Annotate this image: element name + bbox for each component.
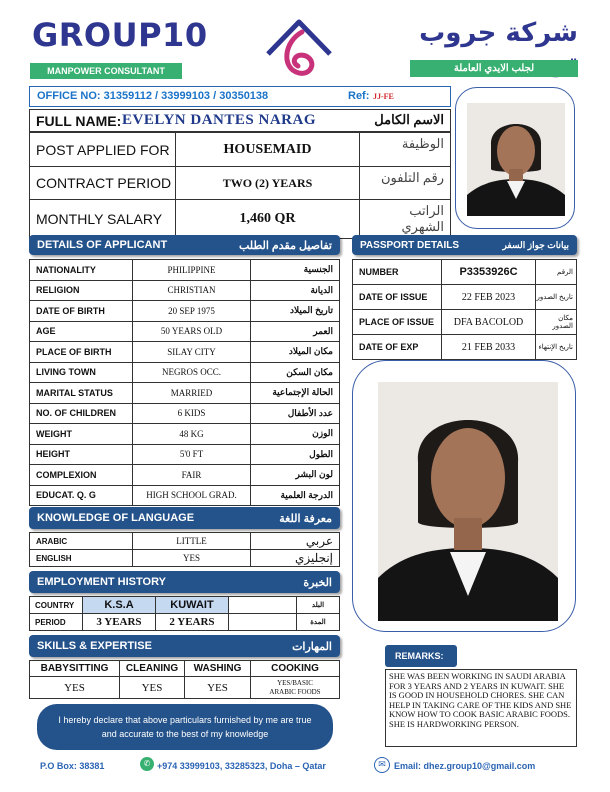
language-title: KNOWLEDGE OF LANGUAGE xyxy=(37,512,195,524)
remarks-header: REMARKS: xyxy=(385,645,457,667)
skill-header: BABYSITTING xyxy=(30,661,120,677)
logo-ar-subtitle: لجلب الايدي العاملة xyxy=(410,60,578,77)
detail-ar: العمر xyxy=(251,321,340,342)
skills-section-header xyxy=(29,635,340,657)
detail-label: RELIGION xyxy=(30,280,133,301)
detail-ar: عدد الأطفال xyxy=(251,403,340,424)
passport-issue-date: 22 FEB 2023 xyxy=(442,285,536,310)
detail-ar: مكان السكن xyxy=(251,362,340,383)
detail-ar: تاريخ الميلاد xyxy=(251,301,340,322)
full-name-row xyxy=(29,109,451,132)
remarks-text: SHE WAS BEEN WORKING IN SAUDI ARABIA FOR 3 YEARS AND 2 YEARS IN KUWAIT. SHE IS GOOD IN HOUSEHOLD CHORES. SHE CAN HELP IN TAKING CARE OF THE KIDS AND SHE KNOW HOW TO COOK BASIC ARABIC FOODS. SHE IS HARDWORKING PERSON. xyxy=(385,669,577,747)
detail-label: HEIGHT xyxy=(30,444,133,465)
skills-table xyxy=(29,660,340,699)
footer-email[interactable]: Email: dhez.group10@gmail.com xyxy=(394,761,536,771)
passport-label: PLACE OF ISSUE xyxy=(353,310,442,335)
skill-header: COOKING xyxy=(251,661,340,677)
logo-en-subtitle: MANPOWER CONSULTANT xyxy=(30,63,182,79)
large-photo-frame xyxy=(352,360,576,632)
detail-ar: مكان الميلاد xyxy=(251,342,340,363)
skill-value: YES/BASIC ARABIC FOODS xyxy=(251,677,340,699)
detail-value: 20 SEP 1975 xyxy=(133,301,251,322)
ref-label: Ref: xyxy=(348,90,370,102)
skill-header: CLEANING xyxy=(120,661,185,677)
full-name-ar: الاسم الكامل xyxy=(374,112,444,127)
job-summary-table xyxy=(29,132,451,239)
small-photo-frame xyxy=(455,87,575,229)
detail-value: 50 YEARS OLD xyxy=(133,321,251,342)
detail-value: FAIR xyxy=(133,465,251,486)
contract-label: CONTRACT PERIOD xyxy=(30,167,176,200)
details-section-header xyxy=(29,235,340,255)
detail-ar: الحالة الإجتماعية xyxy=(251,383,340,404)
company-logo-en: GROUP10 xyxy=(32,16,208,54)
language-section-header xyxy=(29,507,340,529)
office-bar xyxy=(29,86,451,107)
detail-value: SILAY CITY xyxy=(133,342,251,363)
employment-table xyxy=(29,596,340,631)
language-table xyxy=(29,532,340,567)
employment-period-label: PERIOD xyxy=(30,614,83,631)
company-logo-ar: شركة جروب xyxy=(419,18,578,48)
passport-ar: الرقم xyxy=(536,260,577,285)
detail-label: PLACE OF BIRTH xyxy=(30,342,133,363)
detail-ar: الوزن xyxy=(251,424,340,445)
detail-label: LIVING TOWN xyxy=(30,362,133,383)
employment-section-header xyxy=(29,571,340,593)
language-value: YES xyxy=(133,550,251,567)
post-value: HOUSEMAID xyxy=(176,133,360,167)
salary-label: MONTHLY SALARY xyxy=(30,200,176,239)
passport-exp-date: 21 FEB 2033 xyxy=(442,335,536,360)
skill-value: YES xyxy=(30,677,120,699)
passport-label: DATE OF EXP xyxy=(353,335,442,360)
declaration-box: I hereby declare that above particulars furnished by me are true and accurate to the best of my knowledge xyxy=(37,704,333,750)
detail-label: EDUCAT. Q. G xyxy=(30,485,133,506)
passport-issue-place: DFA BACOLOD xyxy=(442,310,536,335)
detail-ar: الدرجة العلمية xyxy=(251,485,340,506)
applicant-photo-small xyxy=(467,103,565,216)
detail-ar: الديانة xyxy=(251,280,340,301)
employment-title-ar: الخبرة xyxy=(303,576,332,589)
detail-value: 48 KG xyxy=(133,424,251,445)
passport-label: NUMBER xyxy=(353,260,442,285)
employment-country: KUWAIT xyxy=(156,597,229,614)
employment-title: EMPLOYMENT HISTORY xyxy=(37,576,166,588)
detail-label: WEIGHT xyxy=(30,424,133,445)
detail-value: 5'0 FT xyxy=(133,444,251,465)
company-emblem-icon xyxy=(262,18,336,82)
contract-ar: رقم التلفون xyxy=(360,167,451,200)
office-numbers: OFFICE NO: 31359112 / 33999103 / 30350138 xyxy=(37,90,269,102)
salary-value: 1,460 QR xyxy=(176,200,360,239)
passport-title-ar: بيانات جواز السفر xyxy=(502,239,569,250)
full-name-value: EVELYN DANTES NARAG xyxy=(122,112,316,128)
details-table xyxy=(29,259,340,506)
detail-label: MARITAL STATUS xyxy=(30,383,133,404)
passport-table xyxy=(352,259,577,360)
detail-label: AGE xyxy=(30,321,133,342)
employment-period: 2 YEARS xyxy=(156,614,229,631)
employment-period xyxy=(229,614,297,631)
detail-value: 6 KIDS xyxy=(133,403,251,424)
passport-label: DATE OF ISSUE xyxy=(353,285,442,310)
language-value: LITTLE xyxy=(133,533,251,550)
language-ar: إنجليزي xyxy=(251,550,340,567)
full-name-label: FULL NAME: xyxy=(36,113,122,129)
detail-value: MARRIED xyxy=(133,383,251,404)
detail-label: COMPLEXION xyxy=(30,465,133,486)
skill-header: WASHING xyxy=(185,661,251,677)
detail-ar: لون البشر xyxy=(251,465,340,486)
passport-number: P3353926C xyxy=(442,260,536,285)
skill-value: YES xyxy=(120,677,185,699)
language-ar: عربي xyxy=(251,533,340,550)
language-label: ENGLISH xyxy=(30,550,133,567)
detail-value: CHRISTIAN xyxy=(133,280,251,301)
employment-country xyxy=(229,597,297,614)
passport-title: PASSPORT DETAILS xyxy=(360,239,460,251)
language-label: ARABIC xyxy=(30,533,133,550)
post-ar: الوظيفة xyxy=(360,133,451,167)
applicant-photo-large xyxy=(378,382,558,621)
detail-label: NATIONALITY xyxy=(30,260,133,281)
contract-value: TWO (2) YEARS xyxy=(176,167,360,200)
employment-country: K.S.A xyxy=(83,597,156,614)
employment-period: 3 YEARS xyxy=(83,614,156,631)
language-title-ar: معرفة اللغة xyxy=(279,512,332,525)
email-icon: ✉ xyxy=(374,757,390,773)
header xyxy=(0,0,610,84)
employment-country-ar: البلد xyxy=(297,597,340,614)
detail-label: DATE OF BIRTH xyxy=(30,301,133,322)
details-title: DETAILS OF APPLICANT xyxy=(37,239,168,251)
detail-value: PHILIPPINE xyxy=(133,260,251,281)
detail-label: NO. OF CHILDREN xyxy=(30,403,133,424)
skills-title: SKILLS & EXPERTISE xyxy=(37,640,152,652)
salary-ar: الراتب الشهري xyxy=(360,200,451,239)
passport-ar: مكان الصدور xyxy=(536,310,577,335)
passport-section-header xyxy=(352,235,577,255)
post-label: POST APPLIED FOR xyxy=(30,133,176,167)
detail-ar: الطول xyxy=(251,444,340,465)
employment-period-ar: المدة xyxy=(297,614,340,631)
footer-phone: +974 33999103, 33285323, Doha – Qatar xyxy=(157,761,326,771)
passport-ar: تاريخ الصدور xyxy=(536,285,577,310)
details-title-ar: تفاصيل مقدم الطلب xyxy=(239,239,332,252)
skills-title-ar: المهارات xyxy=(292,640,332,653)
employment-country-label: COUNTRY xyxy=(30,597,83,614)
skill-value: YES xyxy=(185,677,251,699)
ref-value: JJ-FE xyxy=(373,92,394,101)
detail-ar: الجنسية xyxy=(251,260,340,281)
detail-value: HIGH SCHOOL GRAD. xyxy=(133,485,251,506)
whatsapp-icon: ✆ xyxy=(140,757,154,771)
detail-value: NEGROS OCC. xyxy=(133,362,251,383)
passport-ar: تاريخ الإنتهاء xyxy=(536,335,577,360)
footer-po-box: P.O Box: 38381 xyxy=(40,761,105,771)
